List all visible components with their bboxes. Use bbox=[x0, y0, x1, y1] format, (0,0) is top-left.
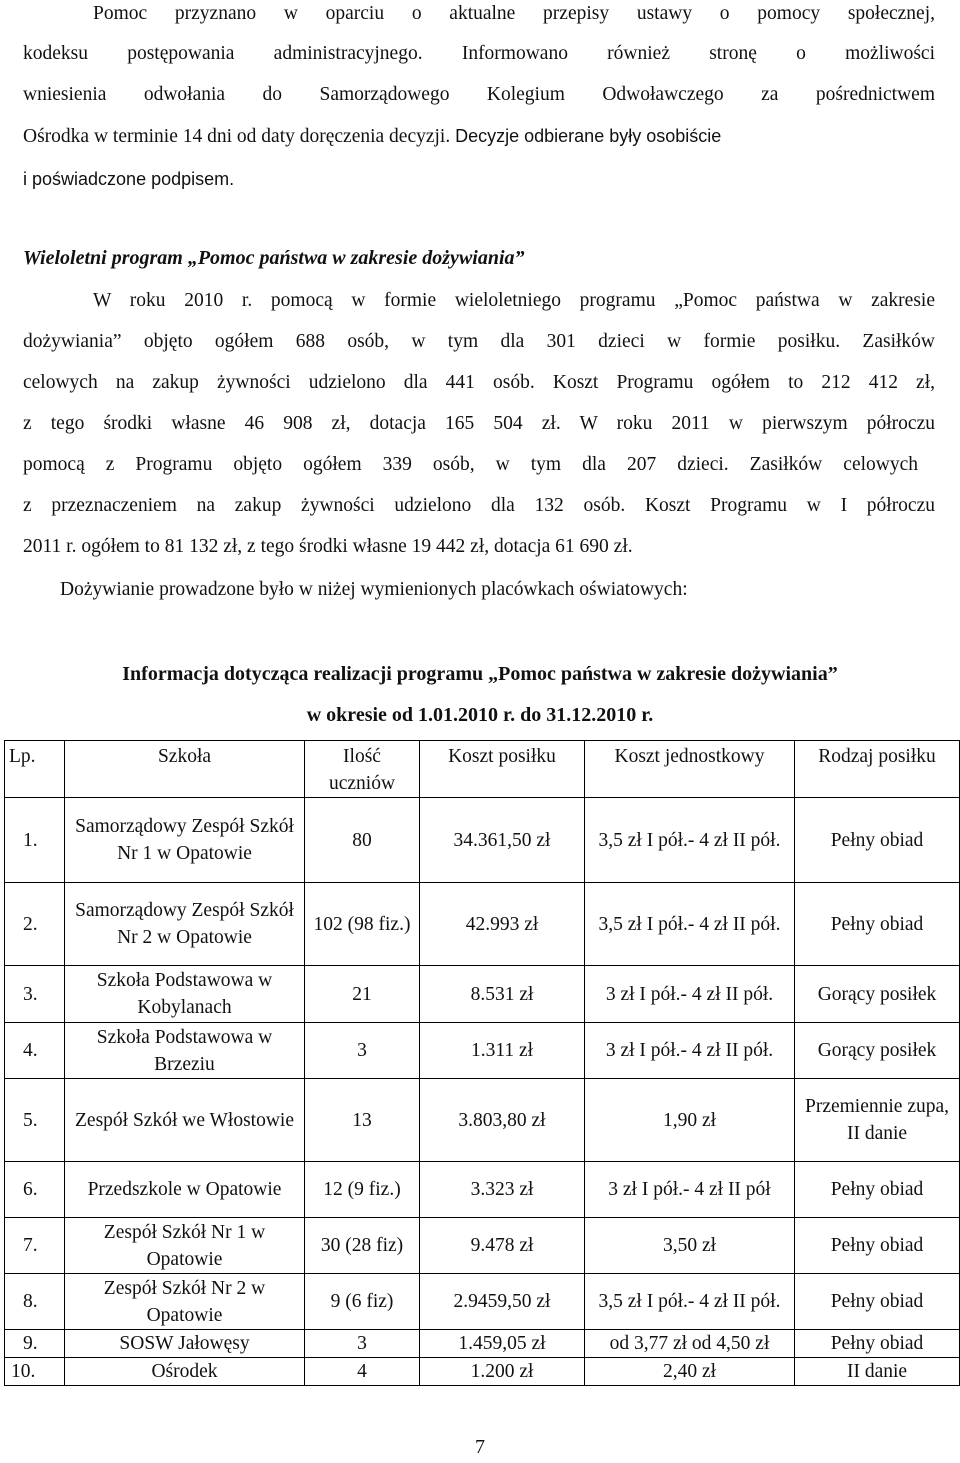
cell-szkola: Ośrodek bbox=[65, 1358, 305, 1386]
cell-lp: 9. bbox=[5, 1330, 65, 1358]
section-heading: Wieloletni program „Pomoc państwa w zakresie dożywiania” bbox=[23, 247, 525, 269]
cell-ilosc: 13 bbox=[305, 1079, 420, 1162]
table-row bbox=[5, 883, 960, 966]
cell-ilosc: 30 (28 fiz) bbox=[305, 1218, 420, 1274]
table-row bbox=[5, 1274, 960, 1330]
cell-lp: 5. bbox=[5, 1079, 65, 1162]
header-koszt-jednostkowy: Koszt jednostkowy bbox=[585, 741, 795, 798]
cell-koszt: 1.311 zł bbox=[420, 1023, 585, 1079]
cell-koszt-jedn: 3,50 zł bbox=[585, 1218, 795, 1274]
cell-koszt: 2.9459,50 zł bbox=[420, 1274, 585, 1330]
cell-koszt-jedn: od 3,77 zł od 4,50 zł bbox=[585, 1330, 795, 1358]
header-lp: Lp. bbox=[5, 741, 65, 798]
cell-szkola: Szkoła Podstawowa w Kobylanach bbox=[65, 966, 305, 1023]
cell-lp: 6. bbox=[5, 1162, 65, 1218]
cell-ilosc: 12 (9 fiz.) bbox=[305, 1162, 420, 1218]
cell-ilosc: 3 bbox=[305, 1023, 420, 1079]
cell-ilosc: 102 (98 fiz.) bbox=[305, 883, 420, 966]
cell-koszt-jedn: 3,5 zł I pół.- 4 zł II pół. bbox=[585, 798, 795, 883]
cell-koszt: 1.200 zł bbox=[420, 1358, 585, 1386]
cell-lp: 8. bbox=[5, 1274, 65, 1330]
body-line-1: W roku 2010 r. pomocą w formie wieloletniego programu „Pomoc państwa w zakresie bbox=[93, 290, 935, 311]
cell-koszt-jedn: 1,90 zł bbox=[585, 1079, 795, 1162]
cell-rodzaj: Pełny obiad bbox=[795, 798, 960, 883]
table-row bbox=[5, 798, 960, 883]
cell-ilosc: 3 bbox=[305, 1330, 420, 1358]
cell-rodzaj: Gorący posiłek bbox=[795, 966, 960, 1023]
header-koszt-posilku: Koszt posiłku bbox=[420, 741, 585, 798]
intro-line-3: wniesienia odwołania do Samorządowego Kolegium Odwoławczego za pośrednictwem bbox=[23, 84, 935, 105]
cell-lp: 7. bbox=[5, 1218, 65, 1274]
table-subtitle: w okresie od 1.01.2010 r. do 31.12.2010 r. bbox=[306, 704, 654, 726]
header-szkola: Szkoła bbox=[65, 741, 305, 798]
cell-koszt-jedn: 3,5 zł I pół.- 4 zł II pół. bbox=[585, 883, 795, 966]
intro-line-5: i poświadczone podpisem. bbox=[23, 169, 235, 189]
table-row bbox=[5, 1330, 960, 1358]
body-line-5: pomocą z Programu objęto ogółem 339 osób, w tym dla 207 dzieci. Zasiłków celowych bbox=[23, 454, 918, 475]
header-ilosc: Ilość uczniów bbox=[305, 741, 420, 798]
page-number: 7 bbox=[475, 1436, 485, 1458]
cell-koszt: 1.459,05 zł bbox=[420, 1330, 585, 1358]
intro-line-2: kodeksu postępowania administracyjnego. Informowano również stronę o możliwości bbox=[23, 43, 935, 64]
cell-lp: 10. bbox=[5, 1358, 65, 1386]
cell-koszt: 34.361,50 zł bbox=[420, 798, 585, 883]
cell-lp: 2. bbox=[5, 883, 65, 966]
cell-rodzaj: Pełny obiad bbox=[795, 1274, 960, 1330]
cell-szkola: Samorządowy Zespół Szkół Nr 2 w Opatowie bbox=[65, 883, 305, 966]
header-rodzaj: Rodzaj posiłku bbox=[795, 741, 960, 798]
table-title: Informacja dotycząca realizacji programu „Pomoc państwa w zakresie dożywiania” bbox=[122, 663, 838, 685]
cell-koszt: 3.803,80 zł bbox=[420, 1079, 585, 1162]
cell-lp: 4. bbox=[5, 1023, 65, 1079]
cell-koszt: 42.993 zł bbox=[420, 883, 585, 966]
cell-lp: 3. bbox=[5, 966, 65, 1023]
cell-ilosc: 4 bbox=[305, 1358, 420, 1386]
intro-line-1: Pomoc przyznano w oparciu o aktualne przepisy ustawy o pomocy społecznej, bbox=[93, 3, 935, 24]
cell-rodzaj: II danie bbox=[795, 1358, 960, 1386]
cell-szkola: Przedszkole w Opatowie bbox=[65, 1162, 305, 1218]
intro-line-4-sans: Decyzje odbierane były osobiście bbox=[455, 126, 722, 146]
data-table bbox=[4, 740, 960, 1386]
cell-lp: 1. bbox=[5, 798, 65, 883]
cell-koszt-jedn: 3 zł I pół.- 4 zł II pół bbox=[585, 1162, 795, 1218]
table-row bbox=[5, 1218, 960, 1274]
cell-koszt: 8.531 zł bbox=[420, 966, 585, 1023]
cell-szkola: Szkoła Podstawowa w Brzeziu bbox=[65, 1023, 305, 1079]
cell-koszt-jedn: 3 zł I pół.- 4 zł II pół. bbox=[585, 1023, 795, 1079]
intro-line-4 bbox=[23, 124, 943, 149]
body-line-6: z przeznaczeniem na zakup żywności udzielono dla 132 osób. Koszt Programu w I półroczu bbox=[23, 495, 935, 516]
cell-ilosc: 80 bbox=[305, 798, 420, 883]
body-line-7: 2011 r. ogółem to 81 132 zł, z tego środki własne 19 442 zł, dotacja 61 690 zł. bbox=[23, 536, 633, 557]
cell-rodzaj: Pełny obiad bbox=[795, 1330, 960, 1358]
cell-rodzaj: Pełny obiad bbox=[795, 883, 960, 966]
cell-ilosc: 9 (6 fiz) bbox=[305, 1274, 420, 1330]
cell-koszt-jedn: 3,5 zł I pół.- 4 zł II pół. bbox=[585, 1274, 795, 1330]
table-row bbox=[5, 1079, 960, 1162]
table-header-row bbox=[5, 741, 960, 798]
intro-line-4-serif: Ośrodka w terminie 14 dni od daty doręczenia decyzji. bbox=[23, 126, 451, 147]
cell-szkola: Zespół Szkół Nr 1 w Opatowie bbox=[65, 1218, 305, 1274]
cell-szkola: SOSW Jałowęsy bbox=[65, 1330, 305, 1358]
body-line-4: z tego środki własne 46 908 zł, dotacja 165 504 zł. W roku 2011 w pierwszym półroczu bbox=[23, 413, 935, 434]
table-row bbox=[5, 1162, 960, 1218]
cell-ilosc: 21 bbox=[305, 966, 420, 1023]
cell-koszt: 9.478 zł bbox=[420, 1218, 585, 1274]
body-line-2: dożywiania” objęto ogółem 688 osób, w tym dla 301 dzieci w formie posiłku. Zasiłków bbox=[23, 331, 935, 352]
cell-rodzaj: Pełny obiad bbox=[795, 1218, 960, 1274]
table-row bbox=[5, 1358, 960, 1386]
cell-szkola: Zespół Szkół Nr 2 w Opatowie bbox=[65, 1274, 305, 1330]
table-row bbox=[5, 1023, 960, 1079]
cell-rodzaj: Gorący posiłek bbox=[795, 1023, 960, 1079]
cell-koszt-jedn: 2,40 zł bbox=[585, 1358, 795, 1386]
cell-szkola: Samorządowy Zespół Szkół Nr 1 w Opatowie bbox=[65, 798, 305, 883]
cell-rodzaj: Pełny obiad bbox=[795, 1162, 960, 1218]
cell-koszt-jedn: 3 zł I pół.- 4 zł II pół. bbox=[585, 966, 795, 1023]
table-row bbox=[5, 966, 960, 1023]
cell-szkola: Zespół Szkół we Włostowie bbox=[65, 1079, 305, 1162]
cell-koszt: 3.323 zł bbox=[420, 1162, 585, 1218]
lead-sentence: Dożywianie prowadzone było w niżej wymienionych placówkach oświatowych: bbox=[60, 579, 688, 600]
body-line-3: celowych na zakup żywności udzielono dla 441 osób. Koszt Programu ogółem to 212 412 zł, bbox=[23, 372, 935, 393]
cell-rodzaj: Przemiennie zupa, II danie bbox=[795, 1079, 960, 1162]
